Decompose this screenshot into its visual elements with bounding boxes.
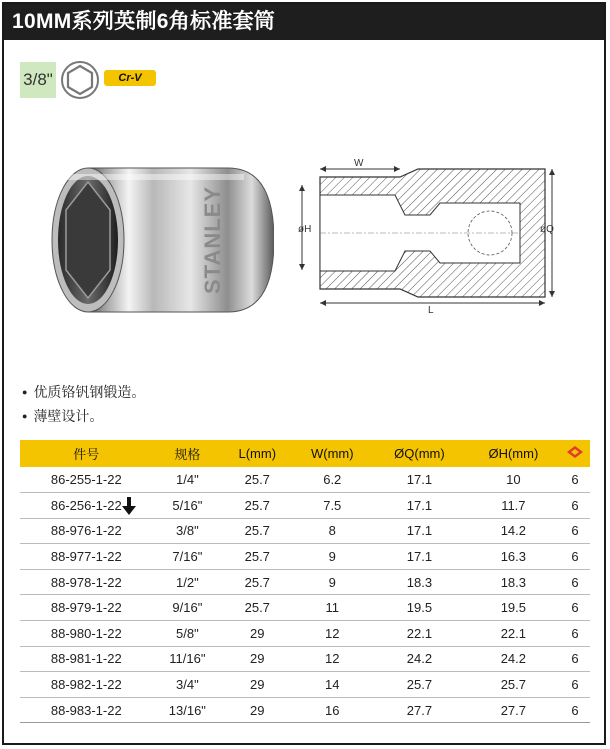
cell-l: 25.7 bbox=[222, 518, 292, 544]
cell-code: 88-977-1-22 bbox=[20, 544, 153, 570]
cell-size: 11/16" bbox=[153, 646, 223, 672]
cell-q: 17.1 bbox=[372, 518, 467, 544]
col-q-diameter: ØQ(mm) bbox=[372, 440, 467, 467]
socket-technical-drawing bbox=[290, 155, 570, 315]
cell-code: 88-982-1-22 bbox=[20, 672, 153, 698]
table-row bbox=[20, 646, 590, 672]
h-label: øH bbox=[298, 224, 312, 235]
cell-h: 27.7 bbox=[467, 697, 560, 723]
hex-socket-icon bbox=[60, 60, 100, 100]
cell-w: 9 bbox=[292, 569, 372, 595]
col-pieces bbox=[560, 440, 590, 467]
cell-size: 1/4" bbox=[153, 467, 223, 493]
pieces-icon bbox=[567, 446, 583, 458]
cell-code: 86-256-1-22 bbox=[20, 493, 153, 519]
cell-q: 27.7 bbox=[372, 697, 467, 723]
cell-code: 88-976-1-22 bbox=[20, 518, 153, 544]
col-part-number: 件号 bbox=[20, 440, 153, 467]
cell-code: 88-981-1-22 bbox=[20, 646, 153, 672]
spec-table bbox=[20, 440, 590, 723]
cell-h: 10 bbox=[467, 467, 560, 493]
cell-l: 25.7 bbox=[222, 595, 292, 621]
feature-item: ● 优质铬钒钢锻造。 bbox=[22, 380, 145, 404]
cell-pcs: 6 bbox=[560, 697, 590, 723]
cell-code: 88-983-1-22 bbox=[20, 697, 153, 723]
arrow-down-icon bbox=[122, 497, 136, 515]
cell-h: 24.2 bbox=[467, 646, 560, 672]
drive-size-badge: 3/8" bbox=[20, 62, 56, 98]
cell-q: 24.2 bbox=[372, 646, 467, 672]
cell-l: 29 bbox=[222, 621, 292, 647]
cell-h: 11.7 bbox=[467, 493, 560, 519]
col-width: W(mm) bbox=[292, 440, 372, 467]
cell-q: 17.1 bbox=[372, 544, 467, 570]
cell-size: 1/2" bbox=[153, 569, 223, 595]
q-label: øQ bbox=[540, 224, 554, 235]
w-label: W bbox=[354, 158, 364, 169]
cell-h: 14.2 bbox=[467, 518, 560, 544]
cell-pcs: 6 bbox=[560, 518, 590, 544]
cell-w: 12 bbox=[292, 646, 372, 672]
cell-q: 22.1 bbox=[372, 621, 467, 647]
cell-w: 11 bbox=[292, 595, 372, 621]
cell-q: 18.3 bbox=[372, 569, 467, 595]
cell-q: 25.7 bbox=[372, 672, 467, 698]
cell-l: 25.7 bbox=[222, 544, 292, 570]
cell-code: 88-978-1-22 bbox=[20, 569, 153, 595]
cell-h: 16.3 bbox=[467, 544, 560, 570]
table-header-row bbox=[20, 440, 590, 467]
cell-l: 25.7 bbox=[222, 467, 292, 493]
cell-size: 3/8" bbox=[153, 518, 223, 544]
col-h-diameter: ØH(mm) bbox=[467, 440, 560, 467]
cell-l: 29 bbox=[222, 646, 292, 672]
cell-size: 13/16" bbox=[153, 697, 223, 723]
cell-h: 25.7 bbox=[467, 672, 560, 698]
cell-h: 22.1 bbox=[467, 621, 560, 647]
feature-list bbox=[22, 380, 145, 428]
table-row bbox=[20, 493, 590, 519]
cell-h: 19.5 bbox=[467, 595, 560, 621]
cell-code: 86-255-1-22 bbox=[20, 467, 153, 493]
feature-item: ● 薄壁设计。 bbox=[22, 404, 145, 428]
cell-w: 16 bbox=[292, 697, 372, 723]
table-row bbox=[20, 518, 590, 544]
socket-photo bbox=[48, 160, 274, 320]
cell-code: 88-979-1-22 bbox=[20, 595, 153, 621]
cell-l: 29 bbox=[222, 697, 292, 723]
cell-q: 17.1 bbox=[372, 493, 467, 519]
cell-size: 5/16" bbox=[153, 493, 223, 519]
cell-w: 8 bbox=[292, 518, 372, 544]
cell-w: 7.5 bbox=[292, 493, 372, 519]
l-label: L bbox=[428, 305, 434, 315]
cell-w: 9 bbox=[292, 544, 372, 570]
cell-q: 17.1 bbox=[372, 467, 467, 493]
cell-q: 19.5 bbox=[372, 595, 467, 621]
table-row bbox=[20, 595, 590, 621]
cell-l: 25.7 bbox=[222, 493, 292, 519]
cell-w: 14 bbox=[292, 672, 372, 698]
cell-h: 18.3 bbox=[467, 569, 560, 595]
cell-pcs: 6 bbox=[560, 467, 590, 493]
cell-pcs: 6 bbox=[560, 595, 590, 621]
cell-pcs: 6 bbox=[560, 672, 590, 698]
cell-pcs: 6 bbox=[560, 493, 590, 519]
cell-size: 3/4" bbox=[153, 672, 223, 698]
brand-text: STANLEY bbox=[200, 185, 225, 295]
cell-pcs: 6 bbox=[560, 646, 590, 672]
spec-table-body bbox=[20, 467, 590, 723]
table-row bbox=[20, 672, 590, 698]
cell-code: 88-980-1-22 bbox=[20, 621, 153, 647]
col-size: 规格 bbox=[153, 440, 223, 467]
cell-l: 29 bbox=[222, 672, 292, 698]
page-title: 10MM系列英制6角标准套筒 bbox=[4, 4, 604, 40]
col-length: L(mm) bbox=[222, 440, 292, 467]
cell-w: 6.2 bbox=[292, 467, 372, 493]
cell-pcs: 6 bbox=[560, 569, 590, 595]
cell-size: 9/16" bbox=[153, 595, 223, 621]
cell-pcs: 6 bbox=[560, 621, 590, 647]
table-row bbox=[20, 569, 590, 595]
cell-w: 12 bbox=[292, 621, 372, 647]
table-row bbox=[20, 544, 590, 570]
table-row bbox=[20, 697, 590, 723]
table-row bbox=[20, 467, 590, 493]
table-row bbox=[20, 621, 590, 647]
cell-size: 5/8" bbox=[153, 621, 223, 647]
cell-size: 7/16" bbox=[153, 544, 223, 570]
material-badge: Cr-V bbox=[104, 70, 156, 86]
cell-pcs: 6 bbox=[560, 544, 590, 570]
cell-l: 25.7 bbox=[222, 569, 292, 595]
